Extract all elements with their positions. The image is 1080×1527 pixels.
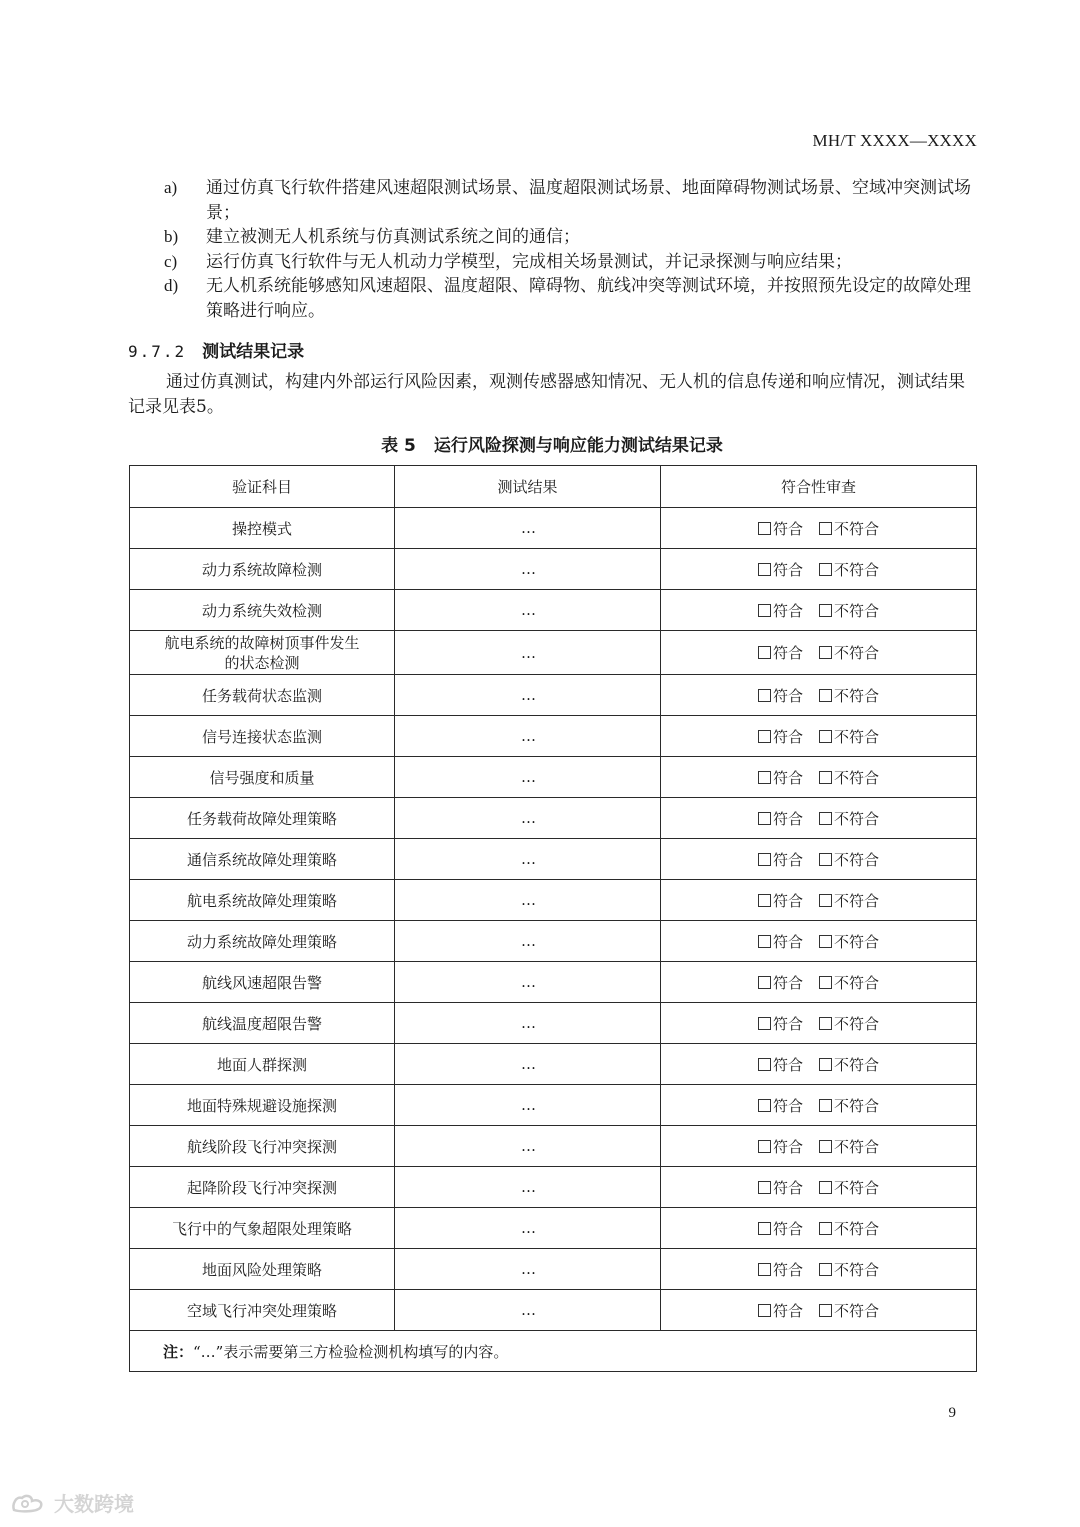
non-compliant-checkbox[interactable] <box>819 1140 832 1153</box>
compliant-option[interactable] <box>758 1259 803 1280</box>
cell-subject: 地面特殊规避设施探测 <box>130 1085 395 1126</box>
non-compliant-label: 不符合 <box>834 686 880 705</box>
cell-result: … <box>395 631 661 675</box>
compliant-option[interactable] <box>758 1095 803 1116</box>
cell-subject: 动力系统故障处理策略 <box>130 921 395 962</box>
section-number: 9.7.2 <box>128 342 187 361</box>
compliant-checkbox[interactable] <box>758 771 771 784</box>
cell-subject-line: 航电系统的故障树顶事件发生 <box>164 633 360 652</box>
cell-subject: 动力系统失效检测 <box>130 590 395 631</box>
cell-compliance <box>661 631 977 675</box>
table-row <box>130 757 977 798</box>
cell-compliance <box>661 1044 977 1085</box>
compliant-label: 符合 <box>772 601 803 620</box>
non-compliant-label: 不符合 <box>834 850 880 869</box>
cell-subject: 起降阶段飞行冲突探测 <box>130 1167 395 1208</box>
section-title: 测试结果记录 <box>202 342 305 362</box>
table-row <box>130 880 977 921</box>
compliant-label: 符合 <box>772 891 803 910</box>
cell-compliance <box>661 675 977 716</box>
compliant-checkbox[interactable] <box>758 646 771 659</box>
compliant-checkbox[interactable] <box>758 894 771 907</box>
non-compliant-checkbox[interactable] <box>819 976 832 989</box>
compliant-option[interactable] <box>758 600 803 621</box>
compliant-label: 符合 <box>772 850 803 869</box>
compliant-option[interactable] <box>758 1136 803 1157</box>
cell-result: … <box>395 675 661 716</box>
table-note-row <box>130 1331 977 1372</box>
cell-compliance <box>661 1003 977 1044</box>
list-item <box>164 274 976 323</box>
table-row <box>130 1208 977 1249</box>
non-compliant-checkbox[interactable] <box>819 646 832 659</box>
compliant-option[interactable] <box>758 767 803 788</box>
compliant-label: 符合 <box>772 560 803 579</box>
cell-subject: 地面风险处理策略 <box>130 1249 395 1290</box>
cell-subject: 飞行中的气象超限处理策略 <box>130 1208 395 1249</box>
page-number: 9 <box>948 1405 956 1421</box>
non-compliant-option[interactable] <box>819 1300 879 1321</box>
table-body <box>130 508 977 1331</box>
non-compliant-option[interactable] <box>819 642 879 663</box>
table-header-row <box>130 466 977 508</box>
watermark-text: 大数跨境 <box>54 1492 134 1516</box>
brand-logo-icon <box>10 1492 50 1514</box>
cell-compliance <box>661 1085 977 1126</box>
cell-result: … <box>395 1249 661 1290</box>
non-compliant-checkbox[interactable] <box>819 1017 832 1030</box>
table-row <box>130 631 977 675</box>
non-compliant-checkbox[interactable] <box>819 730 832 743</box>
cell-result: … <box>395 1290 661 1331</box>
non-compliant-checkbox[interactable] <box>819 771 832 784</box>
compliant-checkbox[interactable] <box>758 935 771 948</box>
non-compliant-checkbox[interactable] <box>819 894 832 907</box>
list-item-text: 通过仿真飞行软件搭建风速超限测试场景、温度超限测试场景、地面障碍物测试场景、空域冲突测试场景； <box>206 178 971 223</box>
non-compliant-checkbox[interactable] <box>819 1222 832 1235</box>
cell-subject: 任务载荷故障处理策略 <box>130 798 395 839</box>
cell-subject: 通信系统故障处理策略 <box>130 839 395 880</box>
cell-compliance <box>661 839 977 880</box>
compliant-label: 符合 <box>772 1219 803 1238</box>
compliant-option[interactable] <box>758 559 803 580</box>
non-compliant-checkbox[interactable] <box>819 604 832 617</box>
section-heading <box>128 337 304 362</box>
compliant-checkbox[interactable] <box>758 522 771 535</box>
non-compliant-label: 不符合 <box>834 519 880 538</box>
compliant-option[interactable] <box>758 685 803 706</box>
non-compliant-option[interactable] <box>819 518 879 539</box>
non-compliant-option[interactable] <box>819 726 879 747</box>
non-compliant-checkbox[interactable] <box>819 689 832 702</box>
non-compliant-label: 不符合 <box>834 932 880 951</box>
non-compliant-label: 不符合 <box>834 560 880 579</box>
table-row <box>130 675 977 716</box>
list-item <box>164 225 976 250</box>
compliant-label: 符合 <box>772 1055 803 1074</box>
table-row <box>130 1085 977 1126</box>
non-compliant-option[interactable] <box>819 600 879 621</box>
non-compliant-checkbox[interactable] <box>819 1181 832 1194</box>
cell-result: … <box>395 921 661 962</box>
compliant-option[interactable] <box>758 931 803 952</box>
table-row <box>130 1290 977 1331</box>
compliant-option[interactable] <box>758 518 803 539</box>
compliant-label: 符合 <box>772 1096 803 1115</box>
cell-subject: 信号连接状态监测 <box>130 716 395 757</box>
compliant-label: 符合 <box>772 932 803 951</box>
cell-result: … <box>395 716 661 757</box>
non-compliant-checkbox[interactable] <box>819 1263 832 1276</box>
table-row <box>130 508 977 549</box>
compliant-label: 符合 <box>772 519 803 538</box>
list-item <box>164 176 976 225</box>
cell-compliance <box>661 1249 977 1290</box>
non-compliant-checkbox[interactable] <box>819 563 832 576</box>
cell-subject: 操控模式 <box>130 508 395 549</box>
cell-result: … <box>395 549 661 590</box>
cell-result: … <box>395 839 661 880</box>
cell-result: … <box>395 798 661 839</box>
compliant-option[interactable] <box>758 642 803 663</box>
cell-compliance <box>661 1167 977 1208</box>
compliant-option[interactable] <box>758 1177 803 1198</box>
compliant-checkbox[interactable] <box>758 1222 771 1235</box>
compliant-option[interactable] <box>758 1218 803 1239</box>
non-compliant-label: 不符合 <box>834 891 880 910</box>
compliant-label: 符合 <box>772 686 803 705</box>
non-compliant-label: 不符合 <box>834 644 880 662</box>
compliant-option[interactable] <box>758 849 803 870</box>
compliant-label: 符合 <box>772 1301 803 1320</box>
compliant-option[interactable] <box>758 1013 803 1034</box>
non-compliant-option[interactable] <box>819 890 879 911</box>
non-compliant-label: 不符合 <box>834 1055 880 1074</box>
non-compliant-option[interactable] <box>819 849 879 870</box>
compliant-option[interactable] <box>758 1300 803 1321</box>
non-compliant-option[interactable] <box>819 685 879 706</box>
non-compliant-option[interactable] <box>819 1013 879 1034</box>
table-row <box>130 962 977 1003</box>
compliant-label: 符合 <box>772 1014 803 1033</box>
table-row <box>130 1044 977 1085</box>
non-compliant-checkbox[interactable] <box>819 1099 832 1112</box>
cell-subject: 动力系统故障检测 <box>130 549 395 590</box>
cell-compliance <box>661 508 977 549</box>
cell-subject: 信号强度和质量 <box>130 757 395 798</box>
list-item-label: d) <box>164 276 179 295</box>
cell-subject-line: 的状态检测 <box>224 653 300 672</box>
table-row <box>130 921 977 962</box>
compliant-label: 符合 <box>772 1178 803 1197</box>
non-compliant-option[interactable] <box>819 1218 879 1239</box>
cell-compliance <box>661 1290 977 1331</box>
non-compliant-label: 不符合 <box>834 973 880 992</box>
table-row <box>130 716 977 757</box>
compliant-checkbox[interactable] <box>758 563 771 576</box>
cell-result: … <box>395 590 661 631</box>
cell-result: … <box>395 1003 661 1044</box>
note-text: “…”表示需要第三方检验检测机构填写的内容。 <box>193 1342 509 1361</box>
list-item-label: a) <box>164 178 178 197</box>
cell-compliance <box>661 962 977 1003</box>
note-label: 注： <box>163 1342 194 1361</box>
cell-compliance <box>661 1126 977 1167</box>
non-compliant-option[interactable] <box>819 1136 879 1157</box>
non-compliant-label: 不符合 <box>834 768 880 787</box>
cell-compliance <box>661 1208 977 1249</box>
non-compliant-option[interactable] <box>819 808 879 829</box>
cell-subject: 航线风速超限告警 <box>130 962 395 1003</box>
body-paragraph: 通过仿真测试，构建内外部运行风险因素，观测传感器感知情况、无人机的信息传递和响应情况，测试结果记录见表5。 <box>128 372 965 417</box>
non-compliant-checkbox[interactable] <box>819 935 832 948</box>
non-compliant-option[interactable] <box>819 931 879 952</box>
compliant-label: 符合 <box>772 809 803 828</box>
table-row <box>130 1003 977 1044</box>
list-item-text: 无人机系统能够感知风速超限、温度超限、障碍物、航线冲突等测试环境，并按照预先设定的故障处理策略进行响应。 <box>206 276 971 321</box>
table-caption <box>128 431 976 456</box>
compliant-label: 符合 <box>772 1137 803 1156</box>
result-table <box>129 465 977 1372</box>
header-result: 测试结果 <box>395 466 661 508</box>
cell-subject: 地面人群探测 <box>130 1044 395 1085</box>
table-row <box>130 1249 977 1290</box>
non-compliant-option[interactable] <box>819 972 879 993</box>
non-compliant-label: 不符合 <box>834 601 880 620</box>
compliant-option[interactable] <box>758 890 803 911</box>
cell-subject <box>130 631 395 675</box>
cell-compliance <box>661 880 977 921</box>
list-item-label: c) <box>164 251 178 271</box>
non-compliant-label: 不符合 <box>834 727 880 746</box>
compliant-checkbox[interactable] <box>758 1140 771 1153</box>
cell-subject: 空域飞行冲突处理策略 <box>130 1290 395 1331</box>
header-compliance: 符合性审查 <box>661 466 977 508</box>
non-compliant-checkbox[interactable] <box>819 812 832 825</box>
document-code: MH/T XXXX—XXXX <box>812 131 977 150</box>
cell-compliance <box>661 590 977 631</box>
compliant-checkbox[interactable] <box>758 1304 771 1317</box>
non-compliant-label: 不符合 <box>834 1260 880 1279</box>
compliant-label: 符合 <box>772 1260 803 1279</box>
non-compliant-label: 不符合 <box>834 1301 880 1320</box>
table-number: 表 5 <box>381 436 416 456</box>
header-subject: 验证科目 <box>130 466 395 508</box>
compliant-checkbox[interactable] <box>758 730 771 743</box>
non-compliant-checkbox[interactable] <box>819 853 832 866</box>
table-row <box>130 590 977 631</box>
non-compliant-checkbox[interactable] <box>819 522 832 535</box>
cell-subject: 航线温度超限告警 <box>130 1003 395 1044</box>
non-compliant-option[interactable] <box>819 767 879 788</box>
table-title: 运行风险探测与响应能力测试结果记录 <box>433 436 723 456</box>
list-item-label: b) <box>164 227 179 246</box>
compliant-option[interactable] <box>758 726 803 747</box>
cell-result: … <box>395 1208 661 1249</box>
non-compliant-option[interactable] <box>819 1095 879 1116</box>
table-row <box>130 1126 977 1167</box>
cell-compliance <box>661 921 977 962</box>
cell-result: … <box>395 757 661 798</box>
non-compliant-checkbox[interactable] <box>819 1058 832 1071</box>
compliant-label: 符合 <box>772 644 803 662</box>
compliant-label: 符合 <box>772 768 803 787</box>
procedure-list <box>164 176 976 323</box>
cell-subject: 航线阶段飞行冲突探测 <box>130 1126 395 1167</box>
list-item <box>164 250 976 275</box>
cell-subject: 任务载荷状态监测 <box>130 675 395 716</box>
compliant-checkbox[interactable] <box>758 812 771 825</box>
compliant-option[interactable] <box>758 808 803 829</box>
cell-compliance <box>661 549 977 590</box>
cell-compliance <box>661 757 977 798</box>
watermark <box>10 1488 134 1517</box>
compliant-checkbox[interactable] <box>758 1058 771 1071</box>
compliant-checkbox[interactable] <box>758 1263 771 1276</box>
table-row <box>130 1167 977 1208</box>
compliant-option[interactable] <box>758 972 803 993</box>
non-compliant-label: 不符合 <box>834 1178 880 1197</box>
cell-result: … <box>395 962 661 1003</box>
compliant-checkbox[interactable] <box>758 689 771 702</box>
cell-compliance <box>661 798 977 839</box>
table-row <box>130 839 977 880</box>
cell-result: … <box>395 1085 661 1126</box>
non-compliant-option[interactable] <box>819 1259 879 1280</box>
compliant-checkbox[interactable] <box>758 1181 771 1194</box>
compliant-checkbox[interactable] <box>758 1017 771 1030</box>
list-item-text: 运行仿真飞行软件与无人机动力学模型，完成相关场景测试，并记录探测与响应结果； <box>206 251 852 272</box>
cell-result: … <box>395 1044 661 1085</box>
non-compliant-checkbox[interactable] <box>819 1304 832 1317</box>
non-compliant-option[interactable] <box>819 559 879 580</box>
cell-compliance <box>661 716 977 757</box>
compliant-label: 符合 <box>772 727 803 746</box>
cell-result: … <box>395 1167 661 1208</box>
non-compliant-option[interactable] <box>819 1054 879 1075</box>
non-compliant-label: 不符合 <box>834 809 880 828</box>
list-item-text: 建立被测无人机系统与仿真测试系统之间的通信； <box>206 227 580 247</box>
compliant-checkbox[interactable] <box>758 976 771 989</box>
compliant-checkbox[interactable] <box>758 604 771 617</box>
cell-result: … <box>395 1126 661 1167</box>
cell-subject: 航电系统故障处理策略 <box>130 880 395 921</box>
table-note <box>130 1331 977 1372</box>
non-compliant-label: 不符合 <box>834 1096 880 1115</box>
table-row <box>130 549 977 590</box>
non-compliant-label: 不符合 <box>834 1219 880 1238</box>
compliant-checkbox[interactable] <box>758 1099 771 1112</box>
compliant-checkbox[interactable] <box>758 853 771 866</box>
compliant-option[interactable] <box>758 1054 803 1075</box>
table-row <box>130 798 977 839</box>
non-compliant-label: 不符合 <box>834 1014 880 1033</box>
cell-result: … <box>395 508 661 549</box>
cell-result: … <box>395 880 661 921</box>
non-compliant-label: 不符合 <box>834 1137 880 1156</box>
non-compliant-option[interactable] <box>819 1177 879 1198</box>
compliant-label: 符合 <box>772 973 803 992</box>
